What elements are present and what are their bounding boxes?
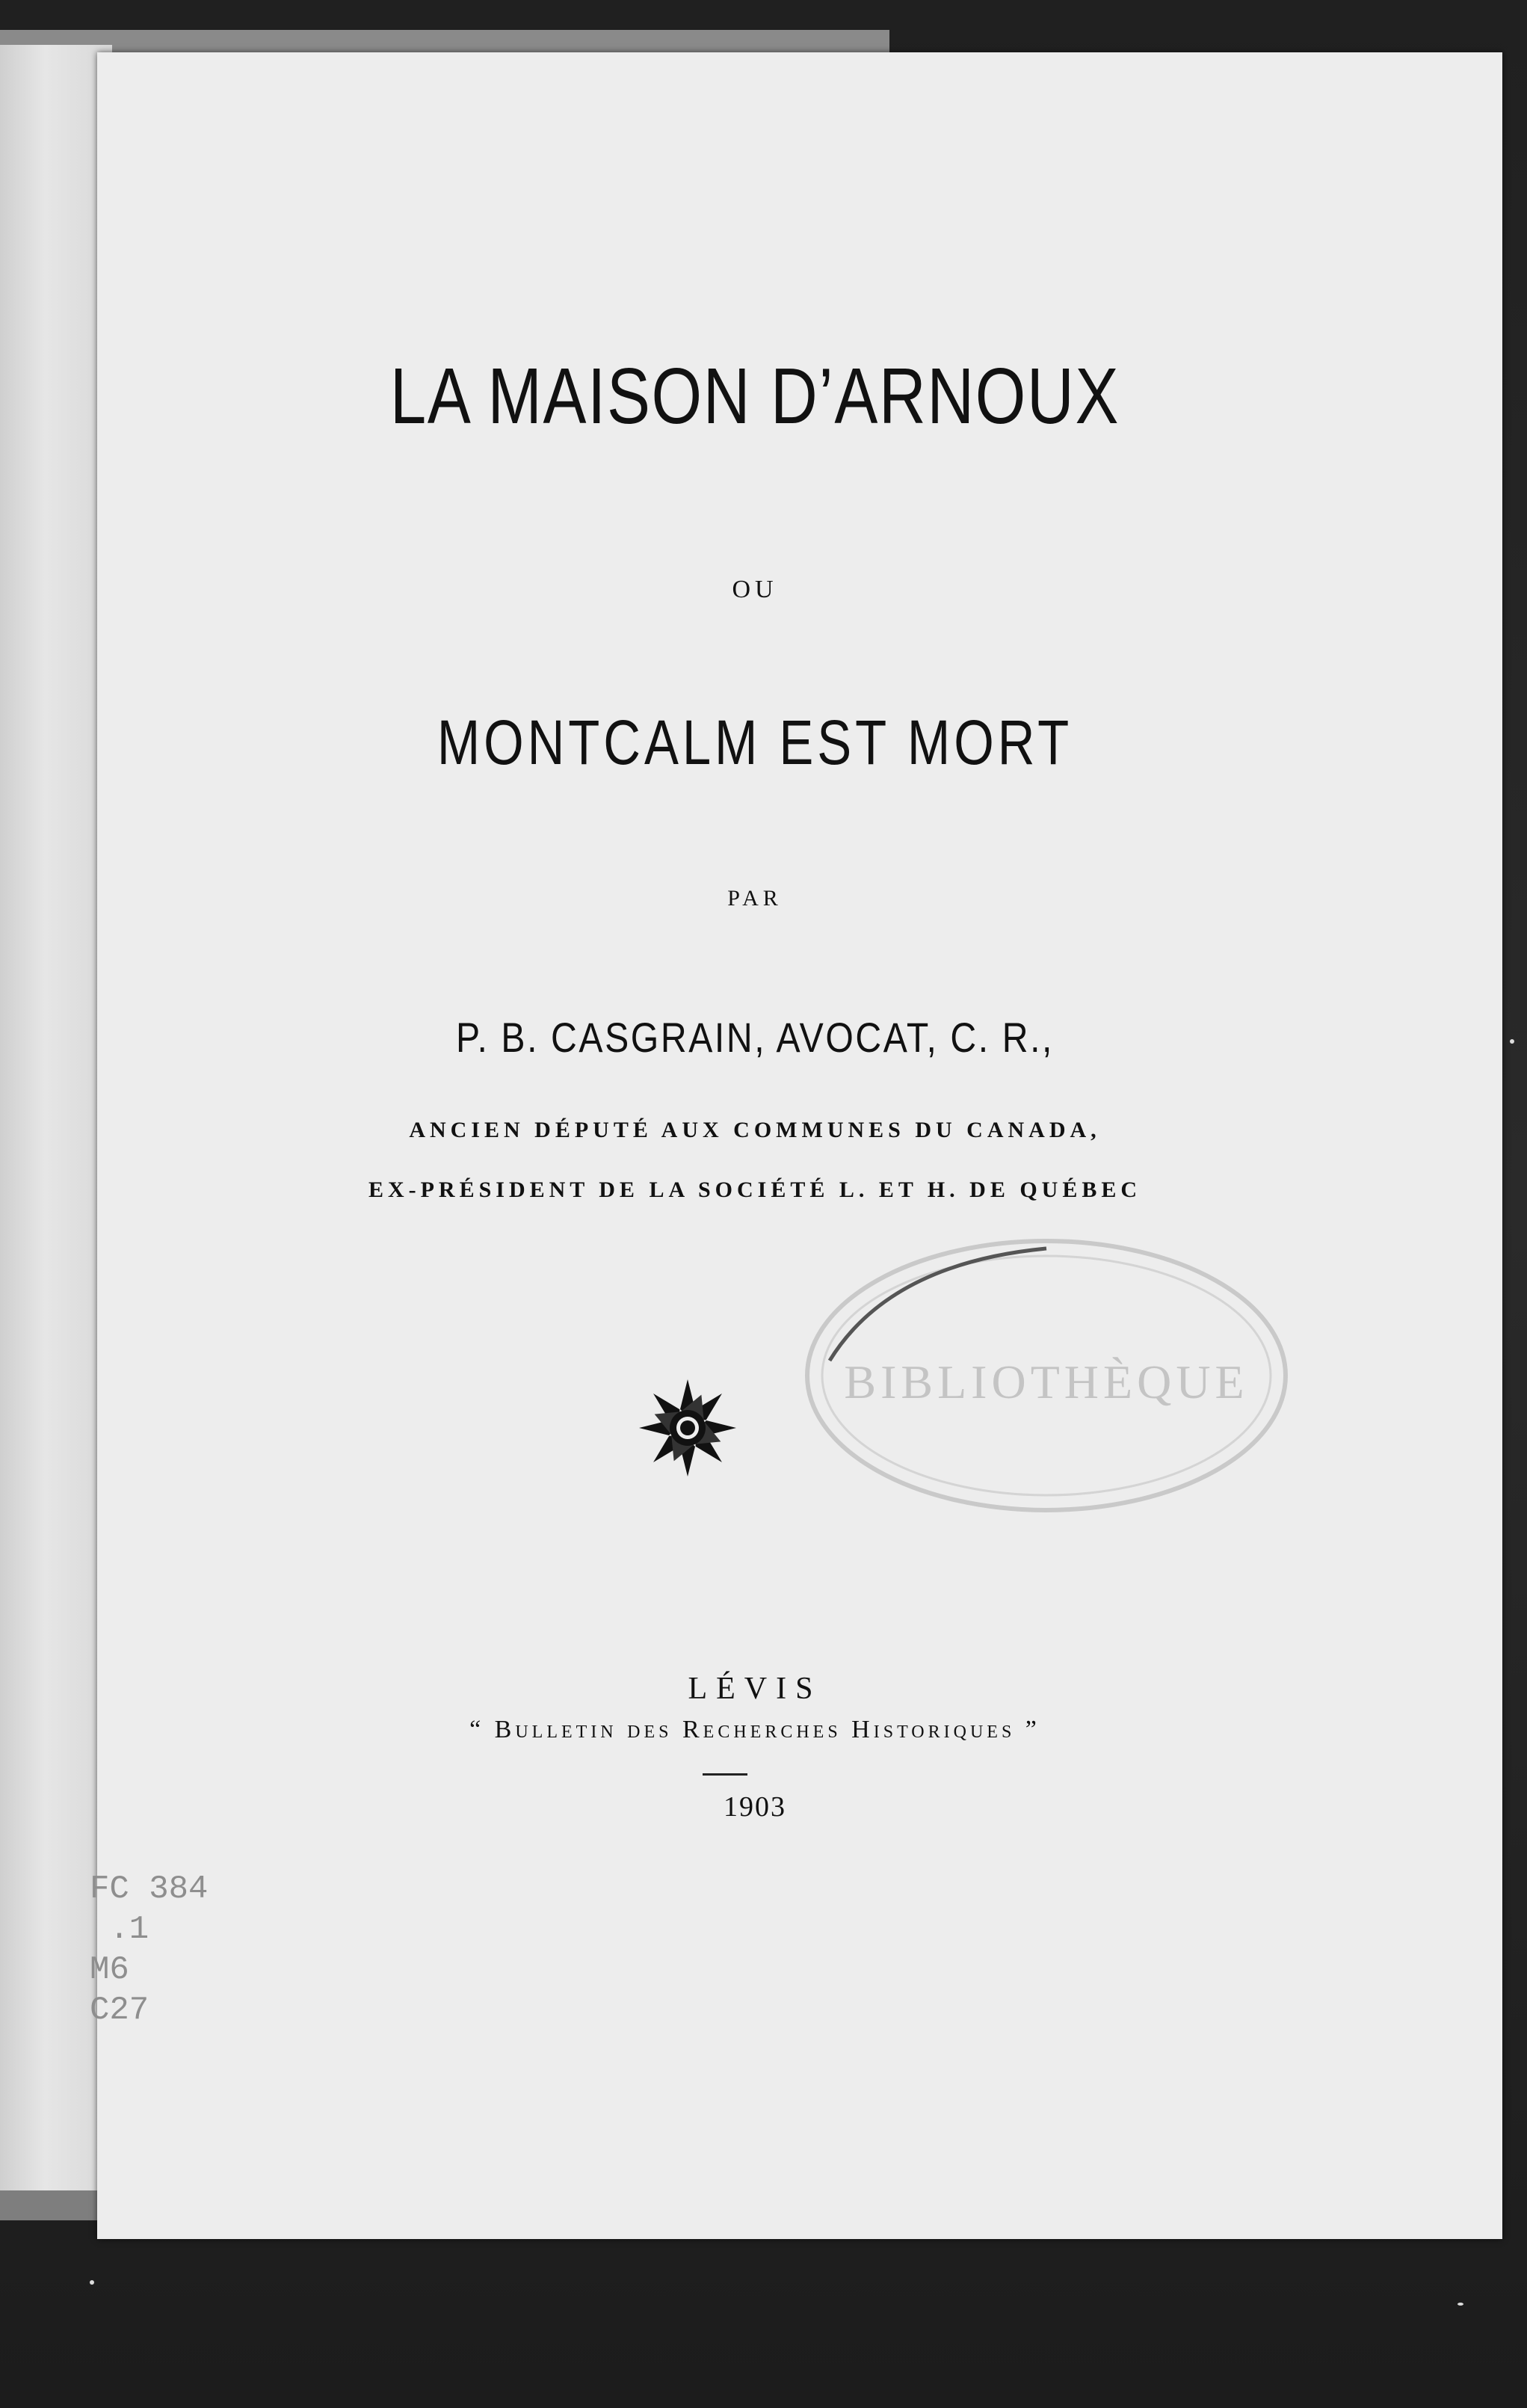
call-number-line-4: C27 xyxy=(90,1992,149,2029)
call-number-line-2: .1 xyxy=(90,1911,149,1948)
stamp-text: BIBLIOTHÈQUE xyxy=(844,1355,1249,1408)
conjunction-ou: OU xyxy=(732,576,778,603)
dust-speck xyxy=(1510,1039,1514,1044)
publisher: “ Bulletin des Recherches Historiques ” xyxy=(469,1716,1040,1743)
publication-year: 1903 xyxy=(724,1791,786,1823)
author-credential-1: ANCIEN DÉPUTÉ AUX COMMUNES DU CANADA, xyxy=(409,1118,1101,1142)
dust-speck xyxy=(1457,2303,1463,2306)
by-label: PAR xyxy=(727,886,783,911)
library-call-number xyxy=(90,1869,208,2030)
book-subtitle: MONTCALM EST MORT xyxy=(436,707,1073,777)
publication-place: LÉVIS xyxy=(688,1672,822,1706)
binding-top-edge xyxy=(0,30,889,52)
call-number-line-1: FC 384 xyxy=(90,1870,209,1908)
author-credential-2: EX-PRÉSIDENT DE LA SOCIÉTÉ L. ET H. DE QUÉBEC xyxy=(368,1177,1142,1202)
library-stamp xyxy=(800,1219,1323,1533)
title-page xyxy=(90,52,1502,2239)
author-name: P. B. CASGRAIN, AVOCAT, C. R., xyxy=(456,1014,1054,1061)
flower-ornament-icon xyxy=(635,1376,740,1480)
divider-rule xyxy=(703,1773,747,1776)
call-number-line-3: M6 xyxy=(90,1951,129,1989)
book-title: LA MAISON D’ARNOUX xyxy=(389,352,1120,440)
dust-speck xyxy=(90,2280,94,2285)
